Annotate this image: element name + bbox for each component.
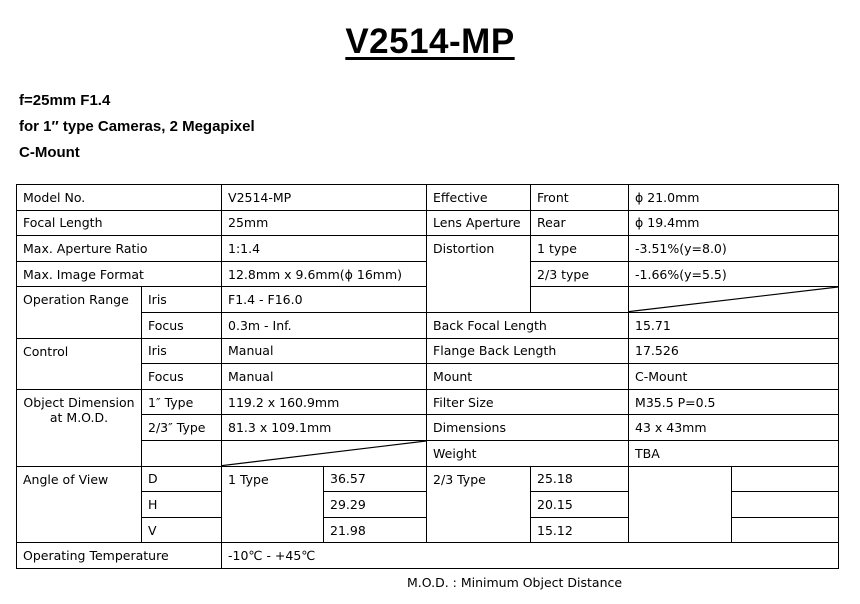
empty-cell: [732, 466, 839, 492]
operating-temperature-label: Operating Temperature: [17, 543, 222, 569]
mount-label: Mount: [427, 364, 629, 390]
dimensions-value: 43 x 43mm: [629, 415, 839, 441]
diagonal-slash: [629, 287, 839, 313]
flange-back-label: Flange Back Length: [427, 338, 629, 364]
table-row: [17, 338, 839, 364]
angle-v-label: V: [142, 517, 222, 543]
model-label: Model No.: [17, 185, 222, 211]
image-format-label: Max. Image Format: [17, 261, 222, 287]
angle-type23-label: 2/3 Type: [427, 466, 531, 543]
distortion-label: Distortion: [427, 236, 531, 313]
object-type1-value: 119.2 x 160.9mm: [222, 389, 427, 415]
rear-label: Rear: [531, 210, 629, 236]
angle-type23-d: 25.18: [531, 466, 629, 492]
weight-label: Weight: [427, 440, 629, 466]
rear-value: ϕ 19.4mm: [629, 210, 839, 236]
spec-mount: C-Mount: [19, 144, 80, 161]
empty-cell: [142, 440, 222, 466]
empty-cell: [732, 492, 839, 518]
page-title: V2514-MP: [345, 22, 515, 61]
angle-d-label: D: [142, 466, 222, 492]
distortion-type1-label: 1 type: [531, 236, 629, 262]
footnote: M.O.D. : Minimum Object Distance: [407, 575, 623, 590]
back-focal-value: 15.71: [629, 312, 839, 338]
angle-of-view-label: Angle of View: [17, 466, 142, 543]
aperture-ratio-label: Max. Aperture Ratio: [17, 236, 222, 262]
image-format-value: 12.8mm x 9.6mm(ϕ 16mm): [222, 261, 427, 287]
front-value: ϕ 21.0mm: [629, 185, 839, 211]
control-focus-label: Focus: [142, 364, 222, 390]
aperture-ratio-value: 1:1.4: [222, 236, 427, 262]
table-row: [17, 466, 839, 492]
focal-label: Focal Length: [17, 210, 222, 236]
operation-range-label: Operation Range: [17, 287, 142, 338]
object-dimension-line1: Object Dimension: [23, 394, 135, 410]
operation-iris-value: F1.4 - F16.0: [222, 287, 427, 313]
angle-h-label: H: [142, 492, 222, 518]
object-dimension-line2: at M.O.D.: [49, 409, 109, 425]
filter-size-label: Filter Size: [427, 389, 629, 415]
angle-type1-h: 29.29: [324, 492, 427, 518]
front-label: Front: [531, 185, 629, 211]
operation-focus-label: Focus: [142, 312, 222, 338]
empty-cell: [629, 466, 732, 543]
focal-value: 25mm: [222, 210, 427, 236]
spec-focal-aperture: f=25mm F1.4: [19, 92, 111, 109]
table-row: [17, 210, 839, 236]
spec-camera-type: for 1″ type Cameras, 2 Megapixel: [19, 118, 255, 135]
back-focal-label: Back Focal Length: [427, 312, 629, 338]
object-dimension-label: [17, 389, 142, 466]
control-focus-value: Manual: [222, 364, 427, 390]
filter-size-value: M35.5 P=0.5: [629, 389, 839, 415]
control-label: Control: [17, 338, 142, 389]
empty-cell: [531, 287, 629, 313]
control-iris-value: Manual: [222, 338, 427, 364]
table-row: [17, 236, 839, 262]
angle-type1-v: 21.98: [324, 517, 427, 543]
flange-back-value: 17.526: [629, 338, 839, 364]
empty-cell: [732, 517, 839, 543]
angle-type23-v: 15.12: [531, 517, 629, 543]
dimensions-label: Dimensions: [427, 415, 629, 441]
mount-value: C-Mount: [629, 364, 839, 390]
table-row: [17, 185, 839, 211]
control-iris-label: Iris: [142, 338, 222, 364]
distortion-type1-value: -3.51%(y=8.0): [629, 236, 839, 262]
table-row: [17, 389, 839, 415]
operation-iris-label: Iris: [142, 287, 222, 313]
object-type23-value: 81.3 x 109.1mm: [222, 415, 427, 441]
object-type23-label: 2/3″ Type: [142, 415, 222, 441]
effective-label: Effective: [427, 185, 531, 211]
distortion-type23-value: -1.66%(y=5.5): [629, 261, 839, 287]
angle-type23-h: 20.15: [531, 492, 629, 518]
diagonal-slash: [222, 440, 427, 466]
weight-value: TBA: [629, 440, 839, 466]
lens-aperture-label: Lens Aperture: [427, 210, 531, 236]
table-row: [17, 543, 839, 569]
angle-type1-d: 36.57: [324, 466, 427, 492]
operation-focus-value: 0.3m - Inf.: [222, 312, 427, 338]
operating-temperature-value: -10℃ - +45℃: [222, 543, 839, 569]
object-type1-label: 1″ Type: [142, 389, 222, 415]
distortion-type23-label: 2/3 type: [531, 261, 629, 287]
model-value: V2514-MP: [222, 185, 427, 211]
angle-type1-label: 1 Type: [222, 466, 324, 543]
specification-table: [16, 184, 839, 569]
